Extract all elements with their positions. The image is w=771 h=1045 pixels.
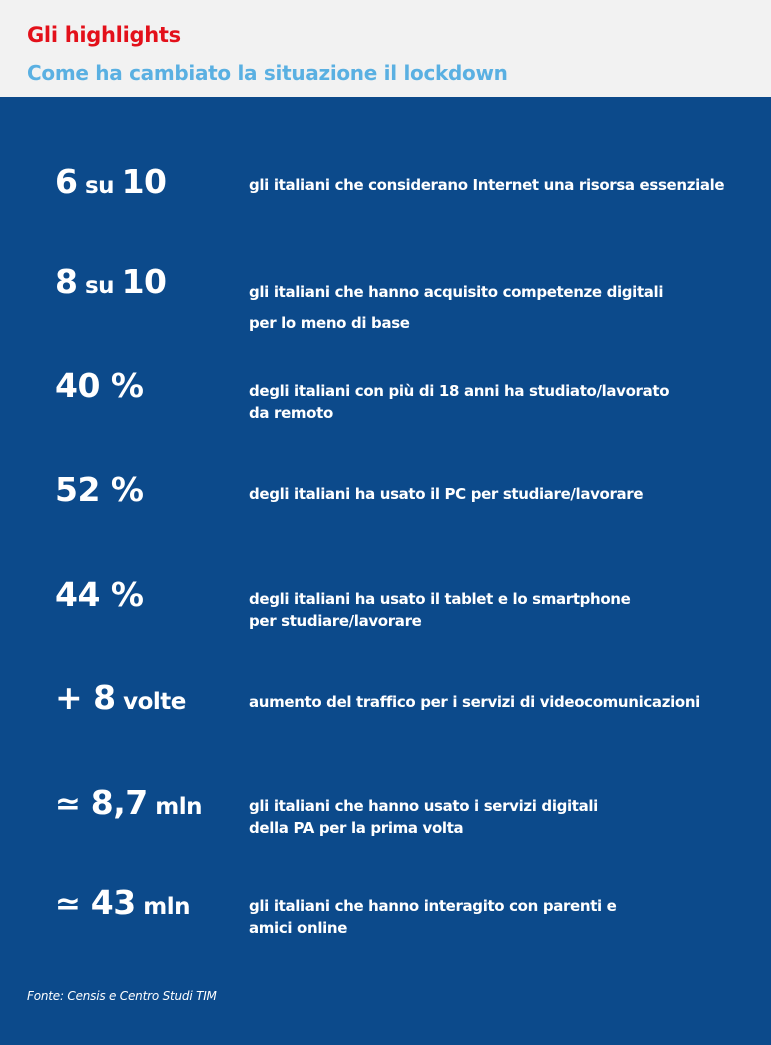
stat-description-3: degli italiani con più di 18 anni ha studiato/lavorato da remoto [249,382,670,422]
stat-value-3: 40 % [55,366,144,405]
header-band [0,0,771,97]
stat-description-1: gli italiani che considerano Internet una risorsa essenziale [249,176,725,194]
stat-value-5: 44 % [55,575,144,614]
stat-value-8: ≃ 43 mln [55,883,190,922]
stat-value-1: 6 su 10 [55,162,167,201]
source-note: Fonte: Censis e Centro Studi TIM [27,989,217,1003]
stat-description-6: aumento del traffico per i servizi di videocomunicazioni [249,693,700,711]
page-title: Gli highlights [27,23,181,47]
stat-value-6: + 8 volte [55,678,186,717]
stat-description-5: degli italiani ha usato il tablet e lo smartphone per studiare/lavorare [249,590,631,630]
stat-description-8: gli italiani che hanno interagito con parenti e amici online [249,897,617,937]
stat-value-7: ≃ 8,7 mln [55,783,202,822]
stat-description-2: gli italiani che hanno acquisito competenze digitali per lo meno di base [249,283,664,332]
stat-value-2: 8 su 10 [55,262,167,301]
stat-value-4: 52 % [55,470,144,509]
stat-description-7: gli italiani che hanno usato i servizi digitali della PA per la prima volta [249,797,598,837]
page-subtitle: Come ha cambiato la situazione il lockdown [27,61,508,85]
stat-description-4: degli italiani ha usato il PC per studiare/lavorare [249,485,644,503]
